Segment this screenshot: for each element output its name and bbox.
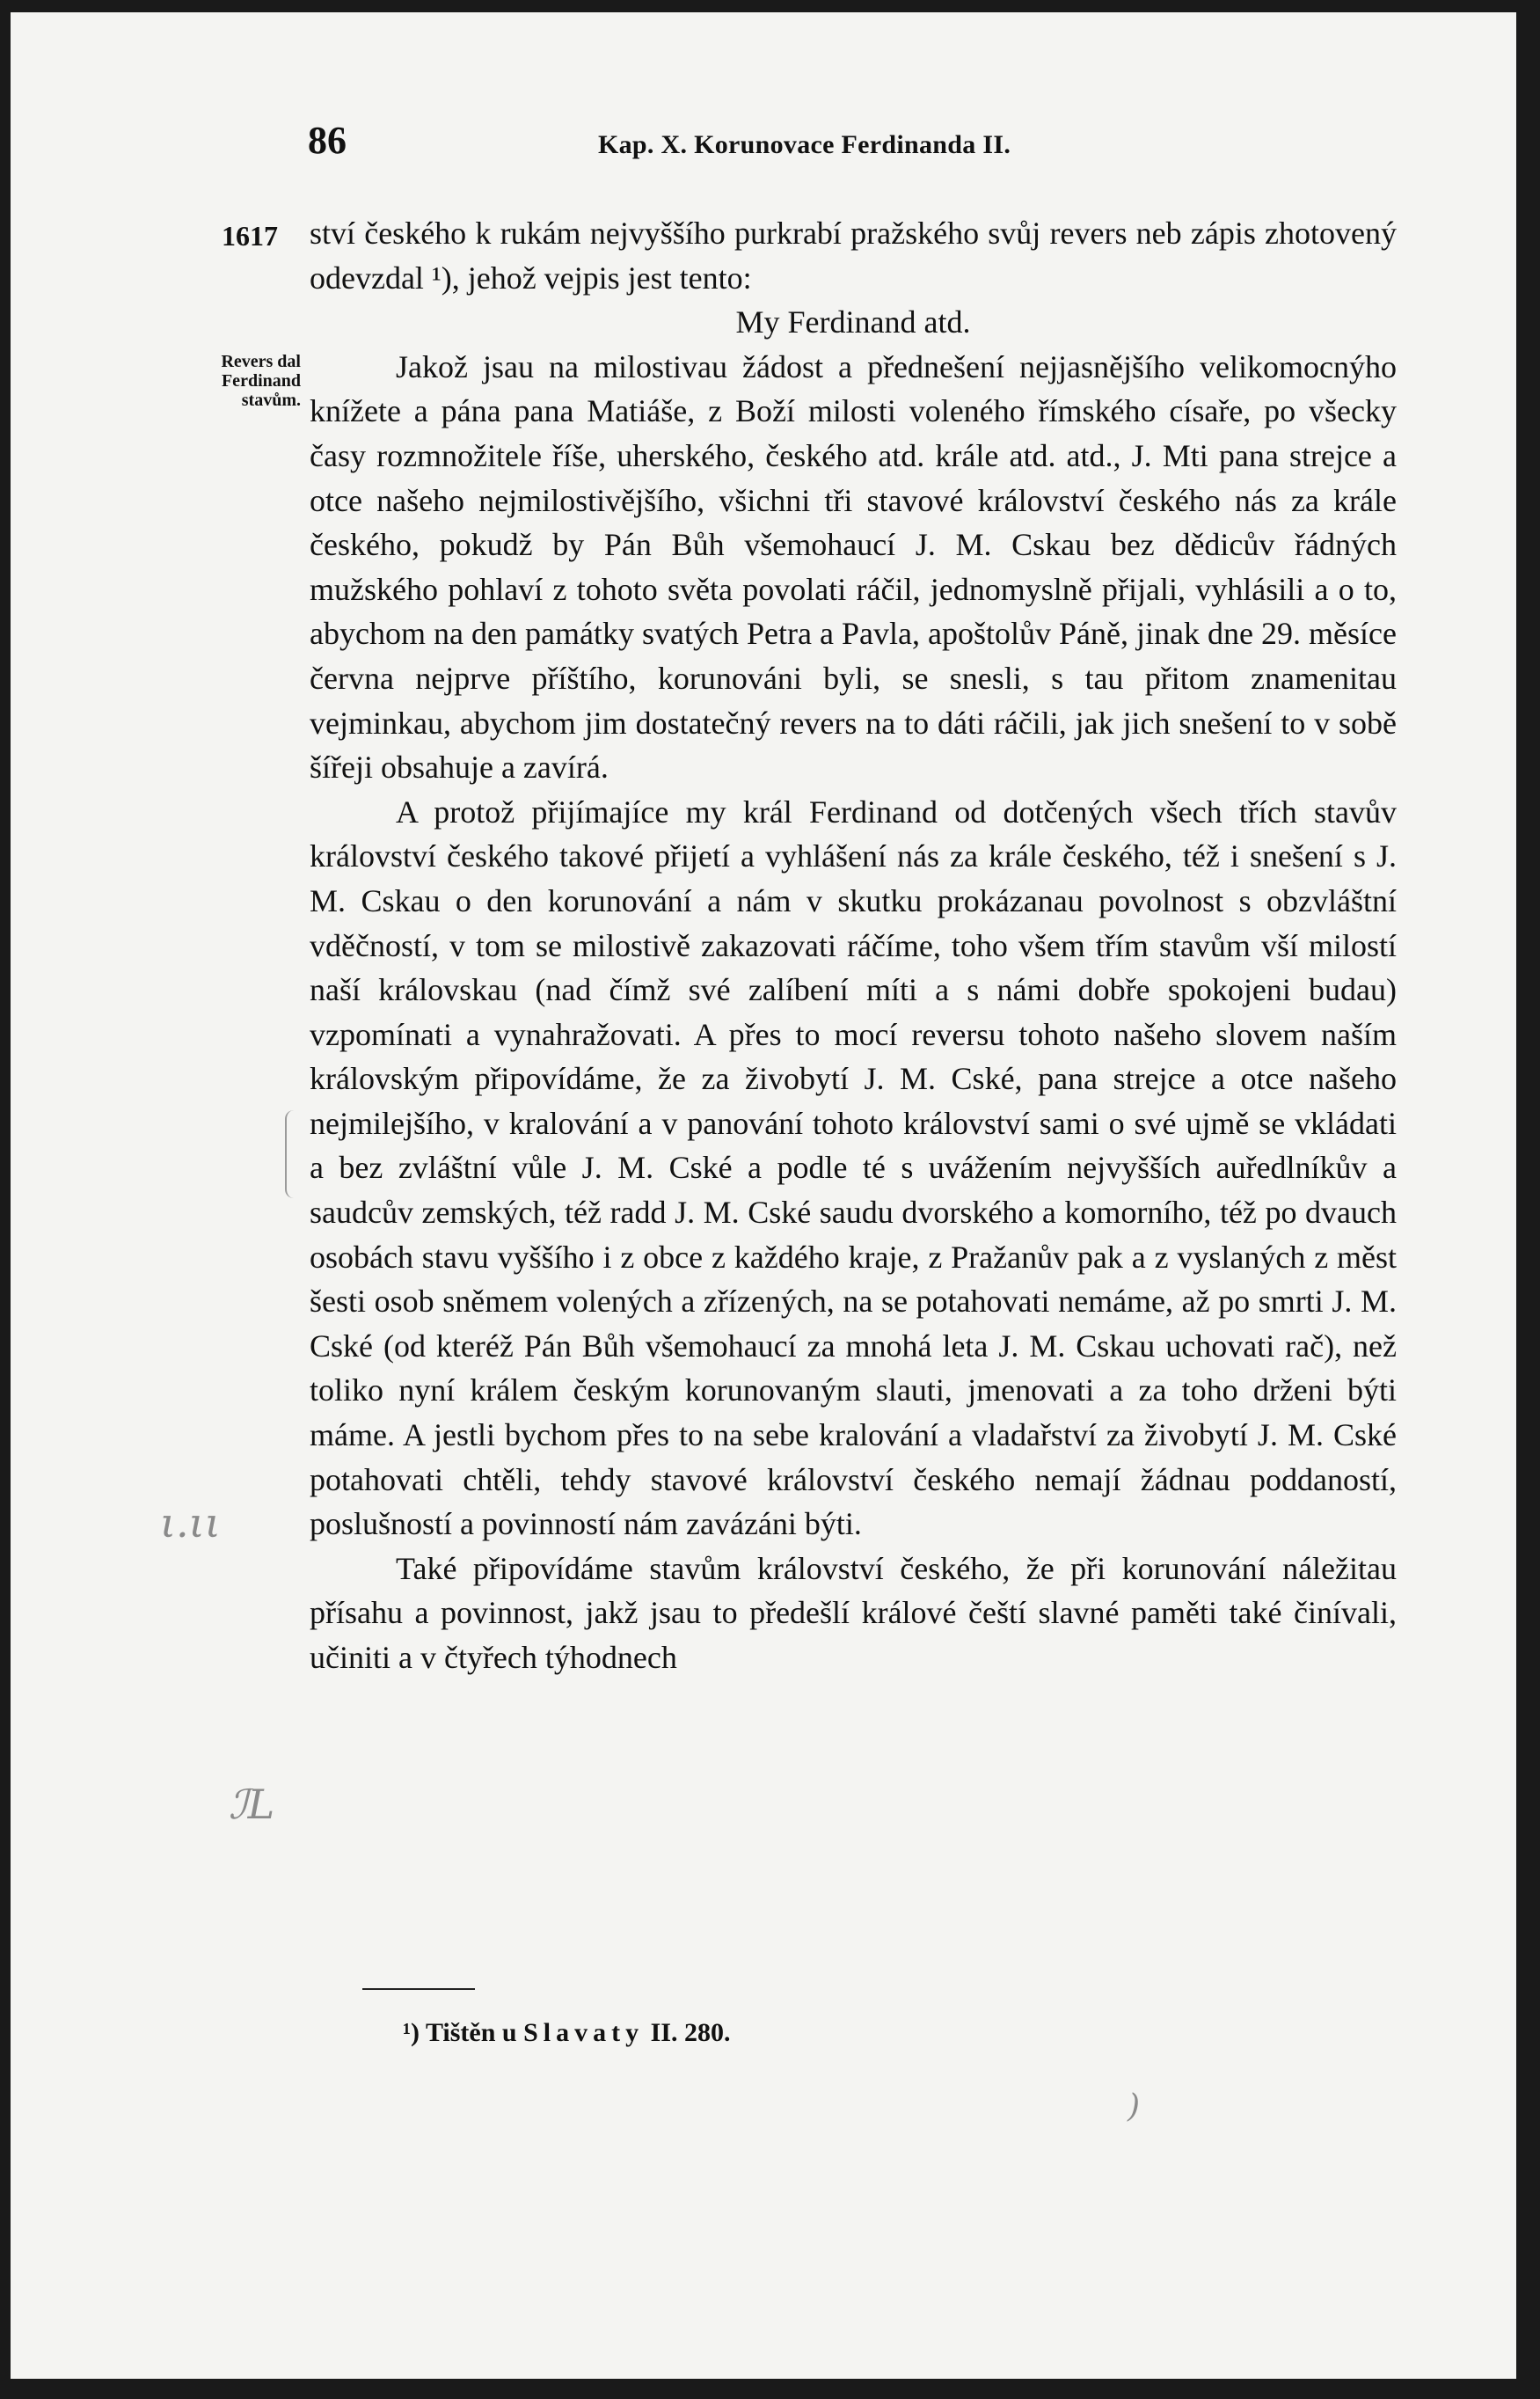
footnote-ref: II. 280. [650,2018,731,2047]
book-page [11,12,1516,2379]
margin-year: 1617 [222,220,278,252]
pencil-annotation-2: ℐL [229,1781,275,1828]
running-title: Kap. X. Korunovace Ferdinanda II. [598,130,1011,159]
page-number: 86 [308,119,347,162]
paragraph-3: A protož přijímajíce my král Ferdinand od dotčených všech třích stavův království českého takové přijetí a vyhlášení nás za krále českého, též i snešení s J. M. Cskau o den korunování a nám v skutku prokázanau povolnost s obzvláštní vděčností, v tom se milostivě zakazovati ráčíme, toho všem třím stavům vší milostí naší královskau (nad čímž své zalíbení míti a s námi dobře spokojeni budau) vzpomínati a vynahražovati. A přes to mocí reversu tohoto našeho slovem naším královským připovídáme, že za živobytí J. M. Cské, pana strejce a otce našeho nejmilejšího, v kralování a v panování tohoto království sami o své ujmě se vkládati a bez zvláštní vůle J. M. Cské a podle té s uvážením nejvyšších auředlníkův a saudcův zemských, též radd J. M. Cské saudu dvorského a komorního, též po dvauch osobách stavu vyššího i z obce z každého kraje, z Pražanův pak a z vyslaných z měst šesti osob sněmem volených a zřízených, na se potahovati nemáme, až po smrti J. M. Cské (od kteréž Pán Bůh všemohaucí za mnohá leta J. M. Cskau uchovati rač), než toliko nyní králem českým korunovaným slauti, jmenovati a za toho drženi býti máme. A jestli bychom přes to na sebe kralování a vladařství za živobytí J. M. Cské potahovati chtěli, tehdy stavové království českého nemají žádnau poddaností, poslušností a povinností nám zavázáni býti. [310,794,1397,1542]
pencil-annotation-1: ι.ιι [160,1499,221,1547]
margin-note: Revers dal Ferdinand stavům. [221,352,301,410]
paragraph-1: ství českého k rukám nejvyššího purkrabí pražského svůj revers neb zápis zhotovený odevzdal ¹), jehož vejpis jest tento: [310,216,1397,296]
footnote [403,2018,730,2048]
pencil-bracket [285,1110,299,1198]
paragraph-4: Také připovídáme stavům království českého, že při korunování náležitau přísahu a povinnost, jakž jsau to předešlí králové čeští slavné paměti také činívali, učiniti a v čtyřech týhodnech [310,1550,1397,1675]
paragraph-2: Jakož jsau na milostivau žádost a přednešení nejjasnějšího velikomocnýho knížete a pána pana Matiáše, z Boží milosti voleného římského císaře, po všecky časy rozmnožitele říše, uherského, českého atd. krále atd. atd., J. Mti pana strejce a otce našeho nejmilostivějšího, všichni tři stavové království českého nás za krále českého, pokudž by Pán Bůh všemohaucí J. M. Cskau bez dědicův řádných mužského pohlaví z tohoto světa povolati ráčil, jednomyslně přijali, vyhlásili a o to, abychom na den památky svatých Petra a Pavla, apoštolův Páně, jinak dne 29. měsíce června nejprve příštího, korunováni byli, se snesli, s tau přitom znamenitau vejminkau, abychom jim dostatečný revers na to dáti ráčili, jak jich snešení to v sobě šířeji obsahuje a zavírá. [310,348,1397,786]
footnote-lead: Tištěn u [425,2018,517,2047]
footnote-author: Slavaty [523,2018,645,2047]
pencil-annotation-3: ) [1128,2088,1141,2125]
footnote-rule [362,1988,475,1990]
body-text [310,211,1397,1680]
paragraph-salutation: My Ferdinand atd. [735,304,971,340]
footnote-marker: ¹) [403,2018,420,2047]
page-header [11,118,1516,171]
